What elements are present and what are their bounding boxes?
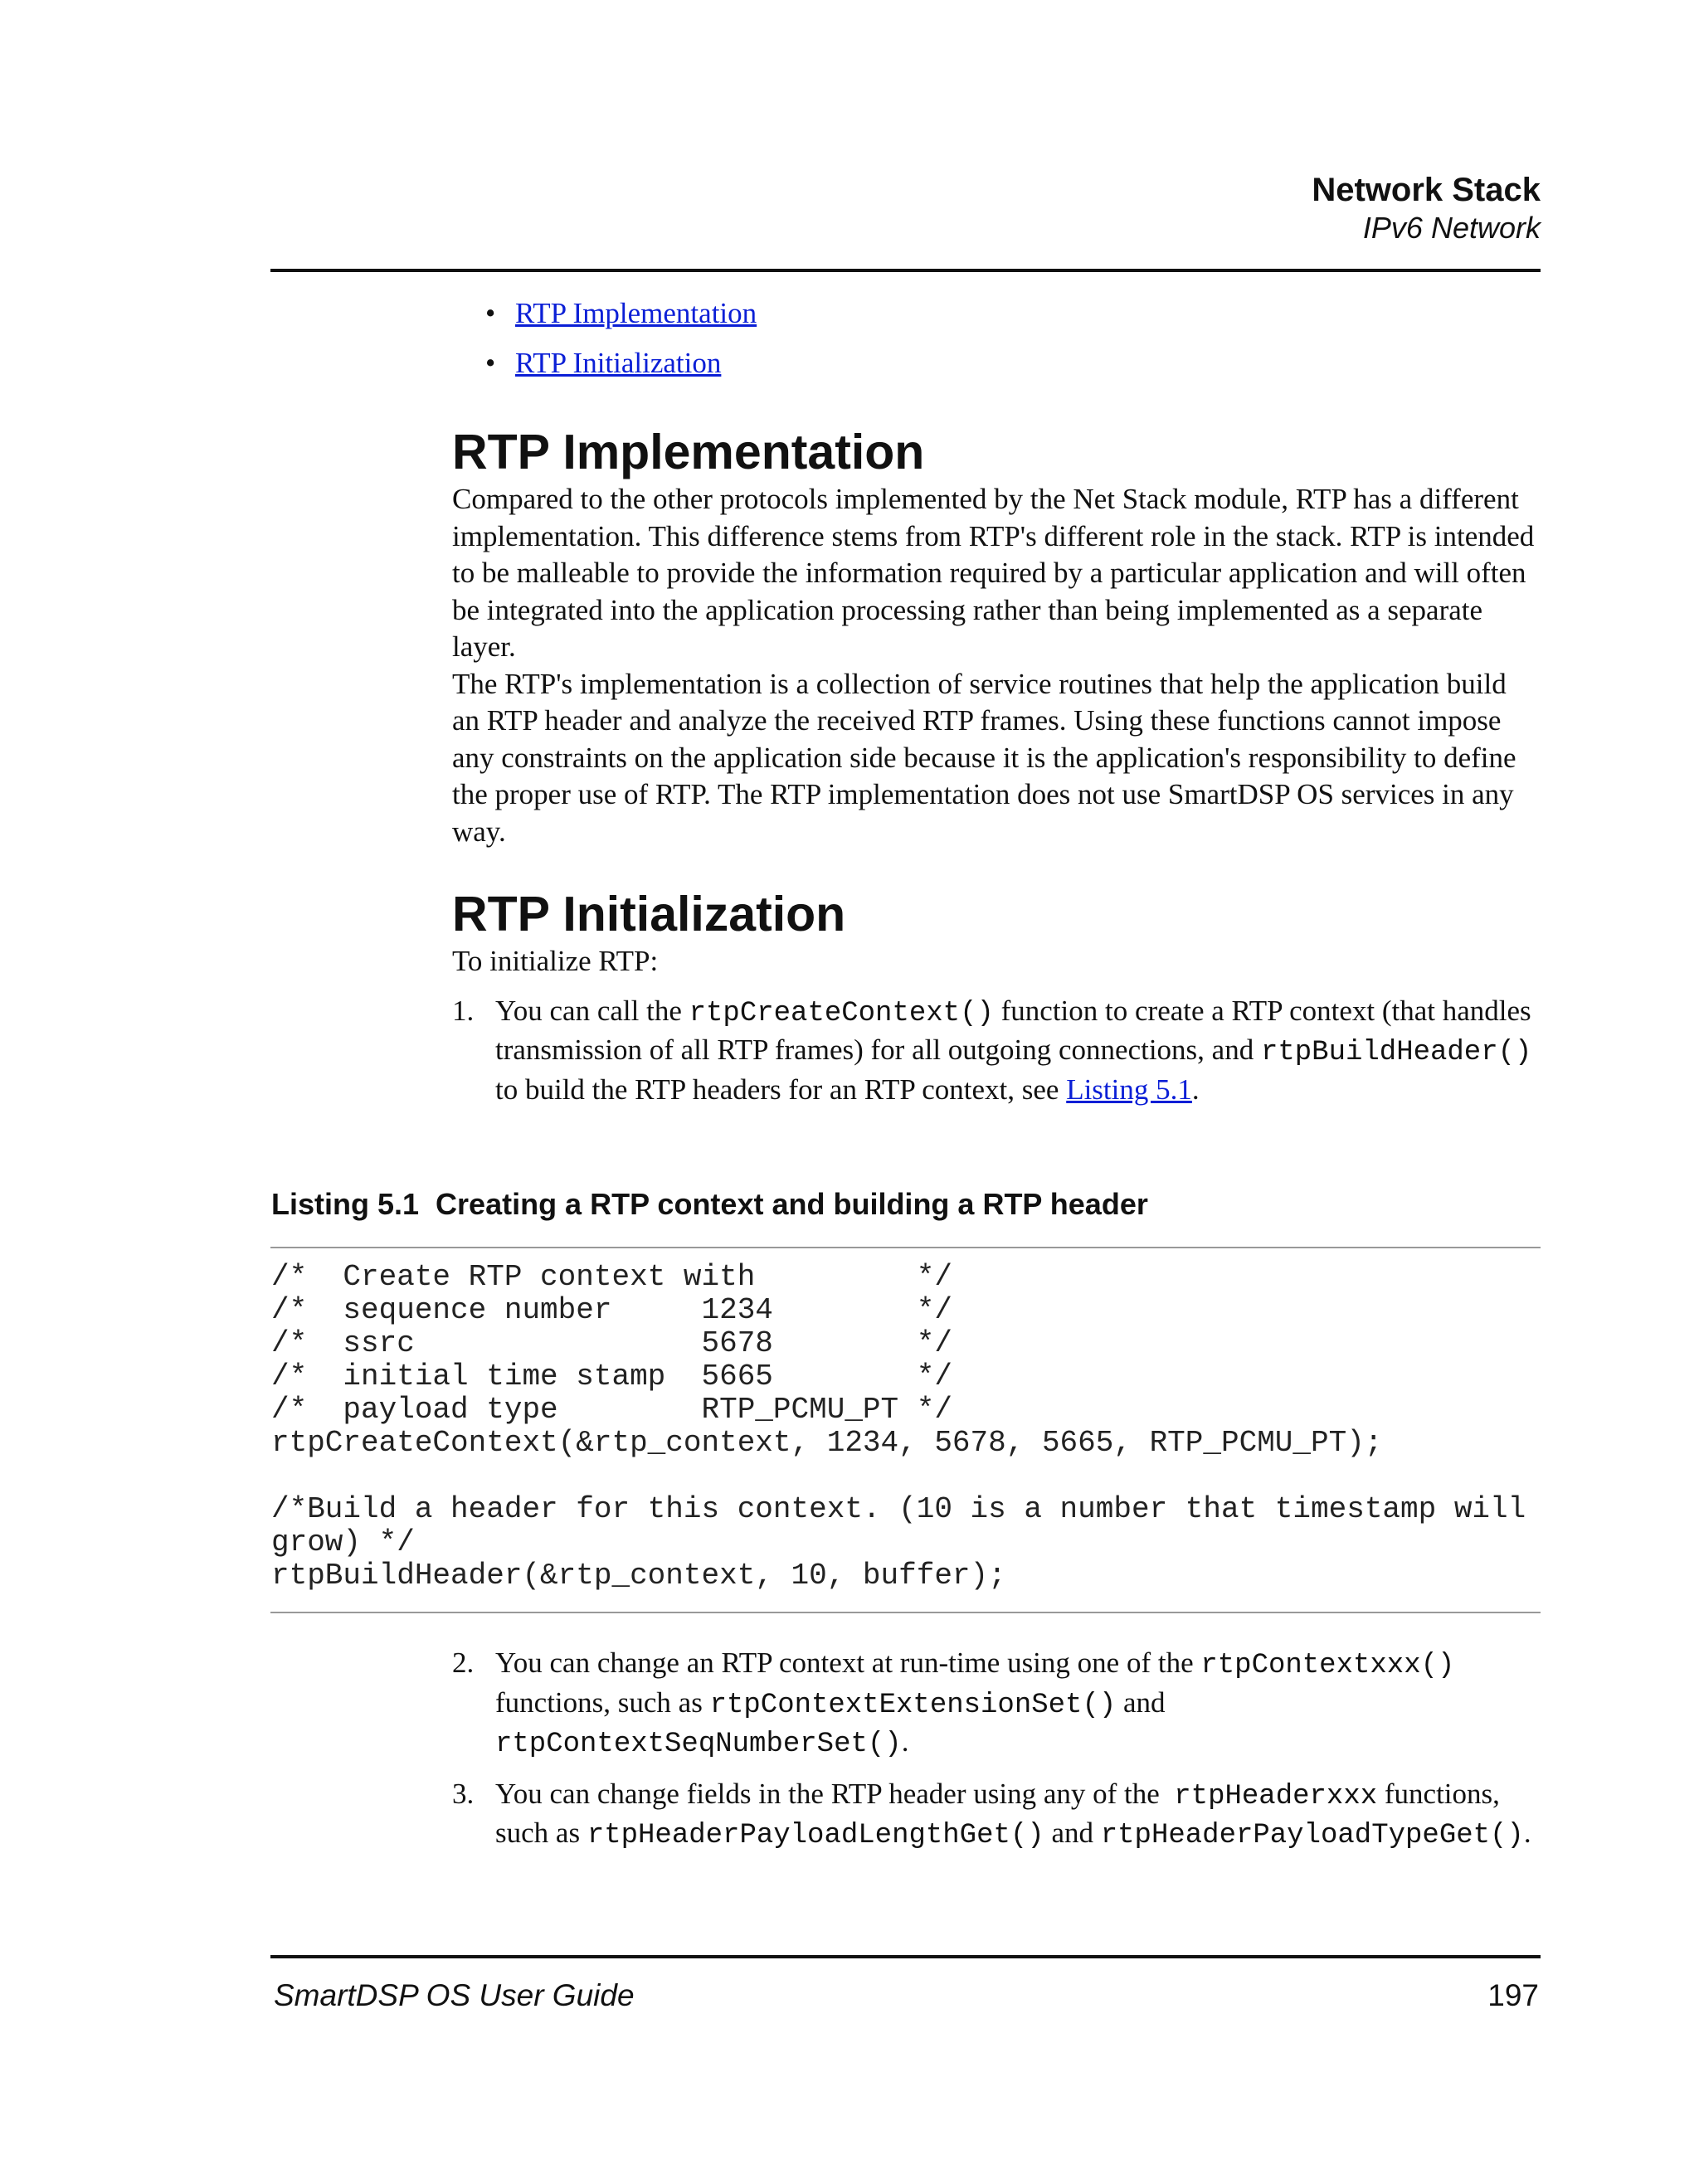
running-header	[1312, 170, 1541, 246]
toc-item-rtp-implementation	[452, 289, 1541, 338]
code-inline: rtpBuildHeader()	[1260, 1037, 1532, 1068]
step-text: You can change an RTP context at run-time using one of the	[495, 1647, 1201, 1679]
code-inline: rtpHeaderPayloadLengthGet()	[587, 1820, 1044, 1851]
toc-item-rtp-initialization	[452, 338, 1541, 388]
step-text: You can change fields in the RTP header using any of the	[495, 1777, 1175, 1810]
heading-rtp-implementation: RTP Implementation	[452, 425, 925, 479]
step-text: You can call the	[495, 994, 689, 1027]
steps-continued	[452, 1645, 1541, 1867]
step-text: and	[1116, 1685, 1166, 1719]
step-number: 3.	[452, 1777, 475, 1810]
step-text: .	[1523, 1817, 1531, 1849]
paragraph-implementation-1: Compared to the other protocols implemented by the Net Stack module, RTP has a different implementation. This difference stems from RTP's different role in the stack. RTP is intended to be malleable to provide the information required by a particular application and will often be integrated into the application processing rather than being implemented as a separate layer.	[452, 483, 1535, 663]
step-text: functions, such as	[495, 1685, 710, 1719]
step-text: .	[901, 1725, 909, 1758]
code-inline: rtpHeaderPayloadTypeGet()	[1100, 1820, 1524, 1851]
listing-top-rule	[270, 1247, 1541, 1248]
step-text: functions, such as	[495, 1777, 1500, 1849]
toc-link-rtp-implementation[interactable]: RTP Implementation	[515, 297, 757, 329]
listing-caption: Listing 5.1 Creating a RTP context and building a RTP header	[271, 1187, 1148, 1221]
step-number: 2.	[452, 1647, 475, 1679]
step-number: 1.	[452, 994, 475, 1027]
step-text: and	[1044, 1817, 1101, 1849]
paragraph-initialization-intro: To initialize RTP:	[452, 945, 659, 977]
initialization-steps-continued	[452, 1645, 1541, 1855]
heading-rtp-initialization: RTP Initialization	[452, 887, 846, 941]
listing-link[interactable]: Listing 5.1	[1066, 1073, 1192, 1106]
code-inline: rtpCreateContext()	[689, 997, 994, 1029]
section-toc	[452, 289, 1541, 388]
code-listing: /* Create RTP context with */ /* sequence number 1234 */ /* ssrc 5678 */ /* initial time stamp 5665 */ /* payload type RTP_PCMU_PT */ rtpCreateContext(&rtp_context, 1234, 5678, 5665, RTP_PCMU_PT); /*Build a header for this context. (10 is a number that timestamp will grow) */ rtpBuildHeader(&rtp_context, 10, buffer);	[271, 1260, 1526, 1593]
paragraph-implementation-2: The RTP's implementation is a collection of service routines that help the application build an RTP header and analyze the received RTP frames. Using these functions cannot impose any constraints on the application side because it is the application's responsibility to define the proper use of RTP. The RTP implementation does not use SmartDSP OS services in any way.	[452, 667, 1516, 848]
step-2	[452, 1645, 1541, 1763]
footer-guide-title: SmartDSP OS User Guide	[274, 1978, 635, 2012]
code-inline: rtpContextSeqNumberSet()	[495, 1729, 902, 1760]
code-inline: rtpContextExtensionSet()	[709, 1689, 1117, 1721]
section-subtitle: IPv6 Network	[1362, 211, 1541, 245]
step-3	[452, 1776, 1541, 1855]
bullet-icon: •	[485, 347, 496, 379]
chapter-title: Network Stack	[1312, 172, 1541, 208]
code-inline: rtpHeaderxxx	[1174, 1780, 1378, 1812]
listing-bottom-rule	[270, 1612, 1541, 1613]
main-content	[452, 289, 1541, 1108]
step-text: function to create a RTP context (that handles transmission of all RTP frames) for all outgoing connections, and	[495, 994, 1531, 1066]
step-1	[452, 993, 1541, 1109]
initialization-steps	[452, 993, 1541, 1109]
step-text: .	[1191, 1073, 1200, 1106]
toc-link-rtp-initialization[interactable]: RTP Initialization	[515, 347, 722, 379]
step-text: to build the RTP headers for an RTP context, see	[495, 1073, 1067, 1106]
bullet-icon: •	[485, 297, 496, 329]
footer-page-number: 197	[1487, 1978, 1539, 2012]
code-inline: rtpContextxxx()	[1200, 1650, 1455, 1681]
footer-rule	[270, 1955, 1541, 1958]
header-rule	[270, 269, 1541, 272]
